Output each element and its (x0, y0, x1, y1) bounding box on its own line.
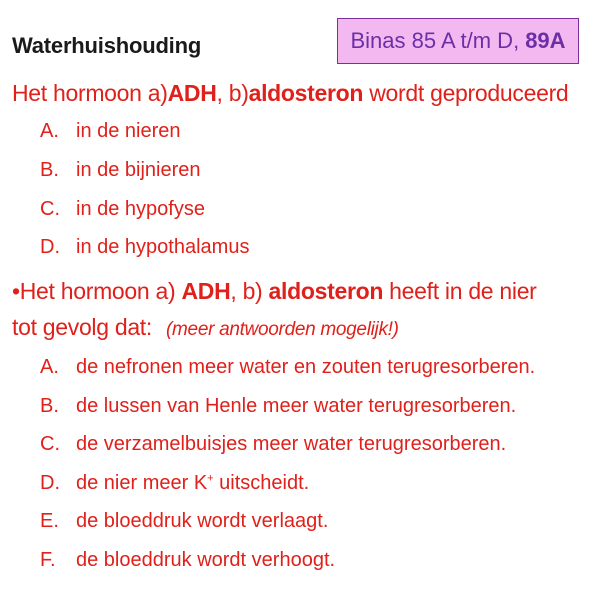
question-2-hint: (meer antwoorden mogelijk!) (166, 319, 399, 340)
option-text: de nier meer K (76, 472, 208, 494)
question-1-text-3: wordt geproduceerd (363, 80, 569, 106)
question-2-text-2: , b) (230, 278, 269, 304)
question-1-option-d (40, 236, 249, 259)
option-text: in de hypothalamus (76, 236, 250, 258)
option-text-after: uitscheidt. (213, 472, 310, 494)
potassium-charge: + (207, 472, 214, 485)
option-text: de verzamelbuisjes meer water terugresorberen. (76, 433, 507, 455)
question-1-option-b (40, 159, 201, 182)
option-text: in de bijnieren (76, 159, 201, 181)
option-letter: A. (40, 120, 59, 142)
question-1-option-a (40, 120, 181, 143)
question-2-option-d (40, 472, 309, 495)
option-text: in de hypofyse (76, 198, 205, 220)
option-letter: D. (40, 472, 60, 494)
binas-reference-text: Binas 85 A t/m D, (350, 28, 520, 53)
option-text: de lussen van Henle meer water terugresorberen. (76, 395, 517, 417)
question-1-text-1: Het hormoon a) (12, 80, 168, 106)
question-2-text-3: heeft in de nier (383, 278, 537, 304)
option-letter: B. (40, 159, 59, 181)
option-text: de nefronen meer water en zouten terugresorberen. (76, 356, 536, 378)
option-letter: C. (40, 433, 60, 455)
question-2-text-4: tot gevolg dat: (12, 314, 152, 340)
option-text: de bloeddruk wordt verlaagt. (76, 510, 329, 532)
option-text: in de nieren (76, 120, 181, 142)
binas-reference-box (337, 18, 579, 64)
question-2-line-1 (12, 278, 537, 305)
question-2-option-a (40, 356, 535, 379)
option-text: de bloeddruk wordt verhoogt. (76, 549, 336, 571)
question-1-aldosteron: aldosteron (248, 80, 364, 106)
question-2-option-e (40, 510, 328, 533)
option-letter: D. (40, 236, 60, 258)
question-2-aldosteron: aldosteron (268, 278, 384, 304)
question-2-text-1: •Het hormoon a) (12, 278, 182, 304)
option-letter: C. (40, 198, 60, 220)
question-1-adh: ADH (167, 80, 217, 106)
question-2-option-f (40, 549, 335, 572)
question-1-text-2: , b) (216, 80, 249, 106)
binas-reference-bold: 89A (525, 28, 566, 53)
question-2-adh: ADH (181, 278, 231, 304)
option-letter: F. (40, 549, 56, 571)
option-letter: A. (40, 356, 59, 378)
option-letter: B. (40, 395, 59, 417)
option-letter: E. (40, 510, 59, 532)
question-2-option-b (40, 395, 516, 418)
question-1-option-c (40, 198, 205, 221)
question-2-line-2 (12, 314, 399, 341)
slide-title: Waterhuishouding (12, 33, 202, 58)
question-2-option-c (40, 433, 506, 456)
question-1 (12, 80, 568, 107)
